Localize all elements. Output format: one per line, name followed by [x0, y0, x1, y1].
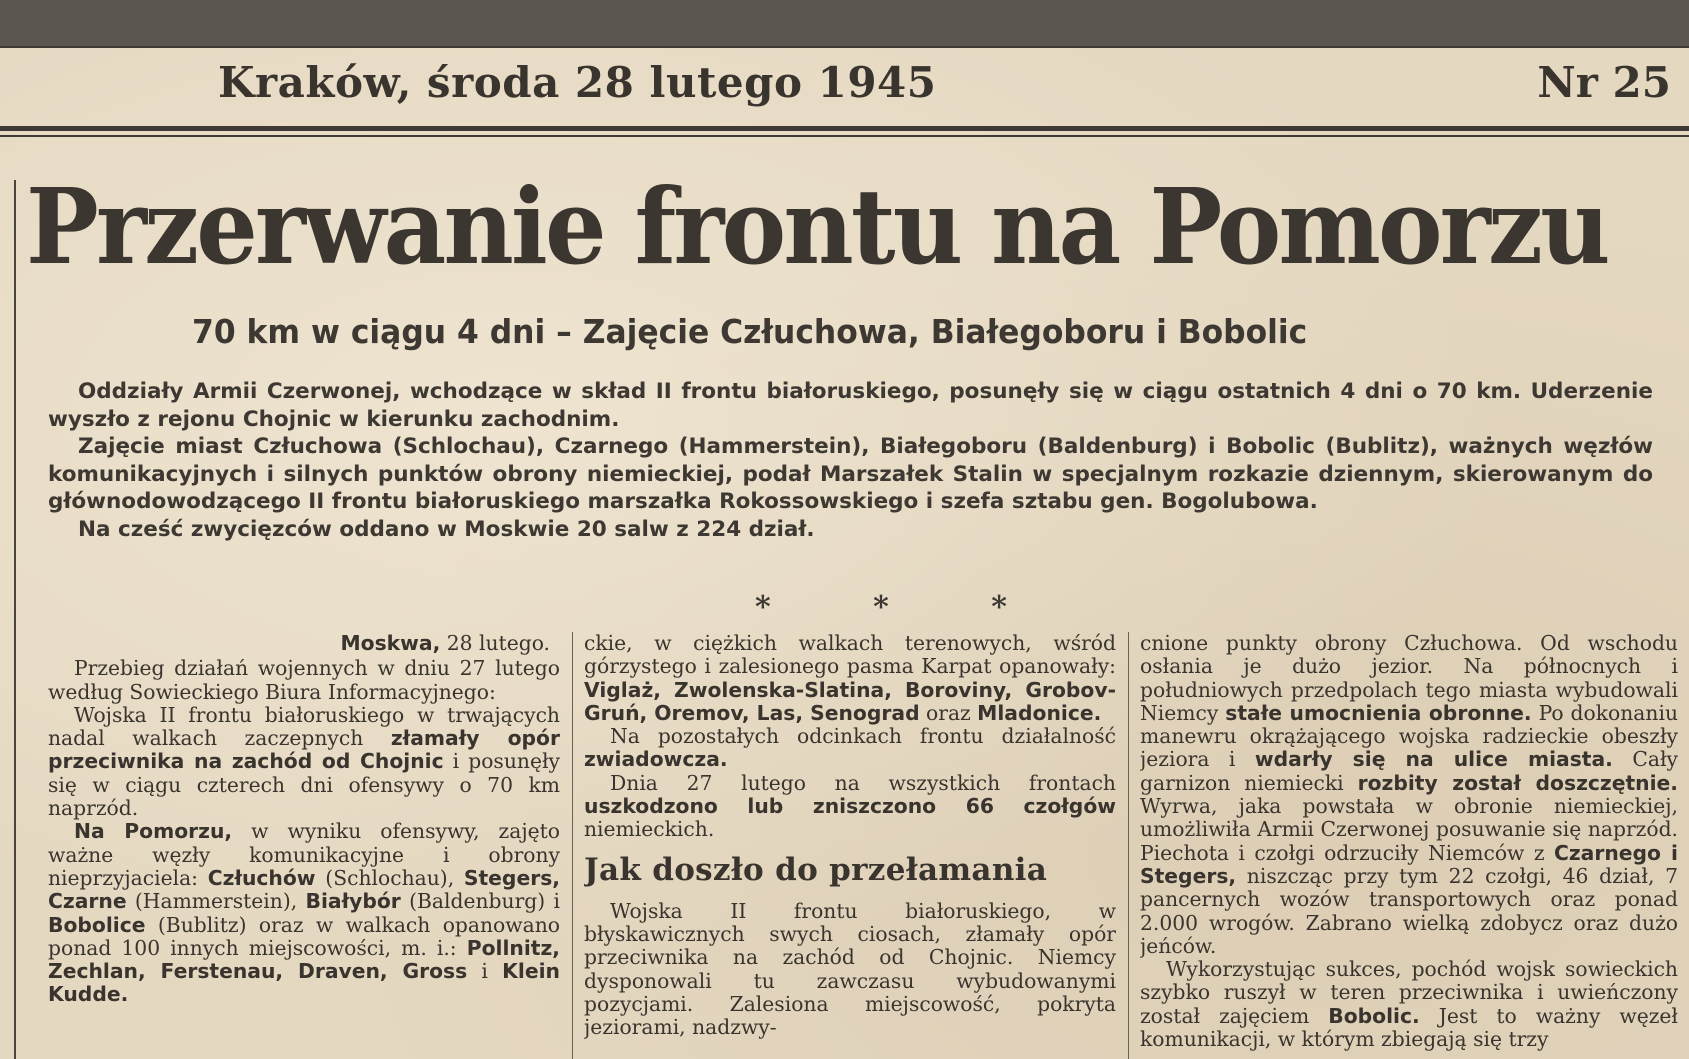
- column-paragraph: Dnia 27 lutego na wszystkich frontach uszkodzono lub zniszczono 66 czołgów niemieckich.: [584, 770, 1116, 842]
- masthead-dateline: Kraków, środa 28 lutego 1945: [218, 58, 937, 107]
- article-subheadline: 70 km w ciągu 4 dni – Zajęcie Człuchowa, Białegoboru i Bobolic: [192, 312, 1308, 351]
- issue-number: Nr 25: [1537, 58, 1671, 107]
- column-rule: [1128, 632, 1129, 1059]
- column-paragraph: Wojska II frontu białoruskiego, w błyskawicznych swych ciosach, złamały opór przeciwnika na zachód od Chojnic. Niemcy dysponowali tu zawczasu wybudowanymi pozycjami. Zalesiona miejscowość, pokryta jeziorami, nadzwy-: [584, 898, 1116, 1040]
- lead-paragraph: Zajęcie miast Człuchowa (Schlochau), Czarnego (Hammerstein), Białegoboru (Baldenburg) i Bobolic (Bublitz), ważnych węzłów komunikacyjnych i silnych punktów obrony niemieckiej, podał Marszałek Stalin w specjalnym rozkazie dziennym, skierowanym do głównodowodzącego II frontu białoruskiego marszałka Rokossowskiego i szefa sztabu gen. Bogolubowa.: [48, 434, 1653, 514]
- left-column-border: [14, 180, 16, 1059]
- dateline-date: 28 lutego.: [446, 632, 550, 655]
- article-column-3: [1140, 632, 1678, 1059]
- column-dateline: [48, 632, 560, 655]
- column-paragraph: Wykorzystując sukces, pochód wojsk sowieckich szybko ruszył w teren przeciwnika i uwieńczony został zajęciem Bobolic. Jest to ważny węzeł komunikacji, w którym zbiegają się trzy: [1140, 957, 1678, 1052]
- masthead-rule-thin: [0, 135, 1689, 137]
- article-headline: Przerwanie frontu na Pomorzu: [26, 165, 1608, 288]
- masthead-rule-thick: [0, 126, 1689, 131]
- dateline-city: Moskwa,: [340, 632, 441, 655]
- column-paragraph: cnione punkty obrony Człuchowa. Od wschodu osłania je dużo jezior. Na północnych i południowych przedpolach tego miasta wybudowali Niemcy stałe umocnienia obronne. Po dokonaniu manewru okrążającego wojska radzieckie obeszły jeziora i wdarły się na ulice miasta. Cały garnizon niemiecki rozbity został doszczętnie. Wyrwa, jaka powstała w obronie niemieckiej, umożliwiła Armii Czerwonej posuwanie się naprzód. Piechota i czołgi odrzuciły Niemców z Czarnego i Stegers, niszcząc przy tym 22 czołgi, 46 dział, 7 pancernych wozów transportowych oraz ponad 2.000 wrogów. Zabrano wielką zdobycz oraz dużo jeńców.: [1140, 632, 1678, 958]
- column-paragraph: Wojska II frontu białoruskiego w trwających nadal walkach zaczepnych złamały opór przeciwnika na zachód od Chojnic i posunęły się w ciągu czterech dni ofensywy o 70 km naprzód.: [48, 702, 560, 821]
- article-column-1: [48, 632, 560, 1059]
- column-paragraph: Przebieg działań wojennych w dniu 27 lutego według Sowieckiego Biura Informacyjnego:: [48, 656, 560, 704]
- article-lead: [48, 378, 1653, 543]
- column-rule: [572, 632, 573, 1059]
- column-paragraph: Na Pomorzu, w wyniku ofensywy, zajęto ważne węzły komunikacyjne i obrony nieprzyjaciela: Człuchów (Schlochau), Stegers, Czarne (Hammerstein), Białybór (Baldenburg) i Bobolice (Bublitz) oraz w walkach opanowano ponad 100 innych miejscowości, m. i.: Pollnitz, Zechlan, Ferstenau, Draven, Gross i Klein Kudde.: [48, 819, 560, 1007]
- lead-paragraph: Na cześć zwycięzców oddano w Moskwie 20 salw z 224 dział.: [78, 516, 815, 542]
- lead-paragraph: Oddziały Armii Czerwonej, wchodzące w skład II frontu białoruskiego, posunęły się w ciągu ostatnich 4 dni o 70 km. Uderzenie wyszło z rejonu Chojnic w kierunku zachodnim.: [48, 379, 1653, 432]
- column-paragraph: Na pozostałych odcinkach frontu działalność zwiadowcza.: [584, 724, 1116, 772]
- column-paragraph: ckie, w ciężkich walkach terenowych, wśród górzystego i zalesionego pasma Karpat opanowały: Viglaż, Zwolenska-Slatina, Boroviny, Grobov-Gruń, Oremov, Las, Senograd oraz Mladonice.: [584, 632, 1116, 725]
- article-column-2: [584, 632, 1116, 1059]
- section-heading: Jak doszło do przełamania: [584, 851, 1048, 888]
- masthead-band: [0, 0, 1689, 48]
- section-separator: * * *: [755, 590, 1053, 625]
